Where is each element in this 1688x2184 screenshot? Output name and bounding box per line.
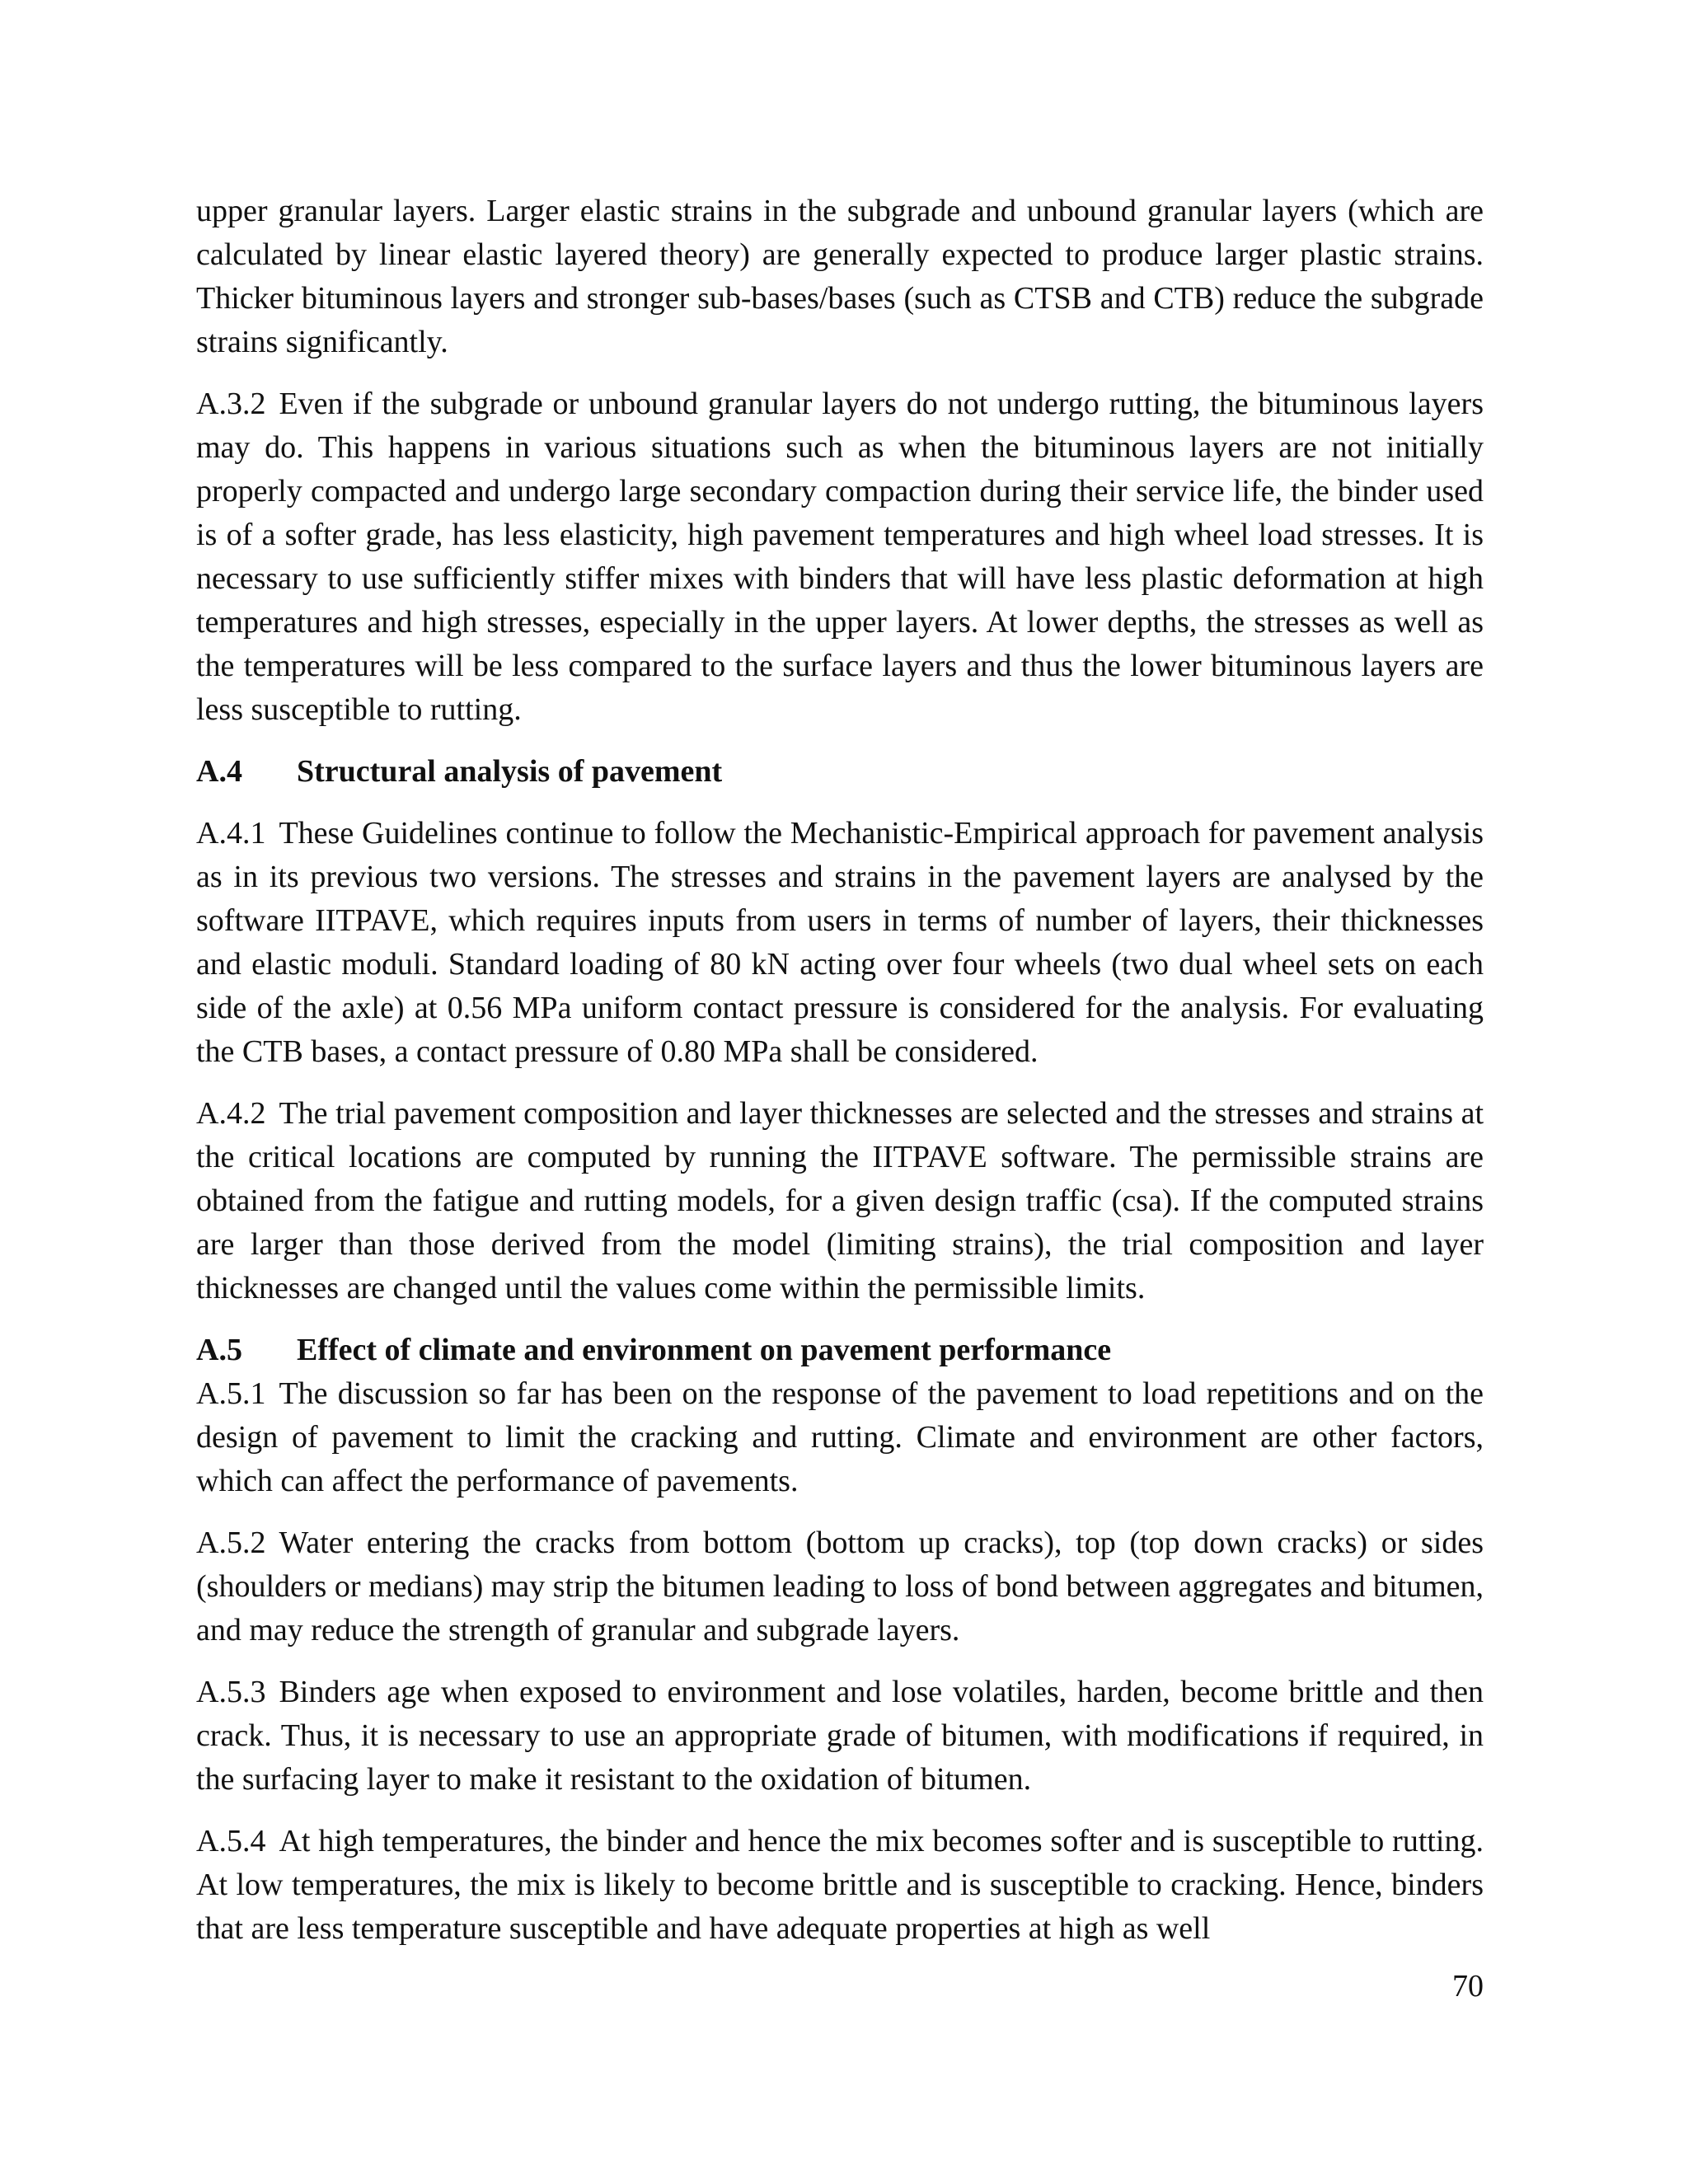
document-page bbox=[196, 190, 1484, 1969]
clause-number: A.5.3 bbox=[196, 1675, 266, 1709]
clause-number: A.4.2 bbox=[196, 1096, 266, 1131]
clause-text: Even if the subgrade or unbound granular layers do not undergo rutting, the bituminous layers may do. This happens in various situations such as when the bituminous layers are not initially properly compacted and undergo large secondary compaction during their service life, the binder used is of a softer grade, has less elasticity, high pavement temperatures and high wheel load stresses. It is necessary to use sufficiently stiffer mixes with binders that will have less plastic deformation at high temperatures and high stresses, especially in the upper layers. At lower depths, the stresses as well as the temperatures will be less compared to the surface layers and thus the lower bituminous layers are less susceptible to rutting. bbox=[196, 387, 1484, 727]
page-number: 70 bbox=[1452, 1969, 1484, 2004]
clause-text: The discussion so far has been on the response of the pavement to load repetitions and on the design of pavement to limit the cracking and rutting. Climate and environment are other factors, which can affect the performance of pavements. bbox=[196, 1376, 1484, 1498]
paragraph-a-5-4 bbox=[196, 1820, 1484, 1951]
clause-text: At high temperatures, the binder and hence the mix becomes softer and is susceptible to rutting. At low temperatures, the mix is likely to become brittle and is susceptible to cracking. Hence, binders that are less temperature susceptible and have adequate properties at high as well bbox=[196, 1824, 1484, 1946]
clause-text: The trial pavement composition and layer thicknesses are selected and the stresses and strains at the critical locations are computed by running the IITPAVE software. The permissible strains are obtained from the fatigue and rutting models, for a given design traffic (csa). If the computed strains are larger than those derived from the model (limiting strains), the trial composition and layer thicknesses are changed until the values come within the permissible limits. bbox=[196, 1096, 1484, 1305]
section-title: Effect of climate and environment on pavement performance bbox=[297, 1333, 1112, 1367]
clause-number: A.3.2 bbox=[196, 387, 266, 421]
paragraph-a-3-2 bbox=[196, 382, 1484, 732]
clause-text: Binders age when exposed to environment and lose volatiles, harden, become brittle and then crack. Thus, it is necessary to use an appropriate grade of bitumen, with modifications if required, in the surfacing layer to make it resistant to the oxidation of bitumen. bbox=[196, 1675, 1484, 1797]
section-number: A.5 bbox=[196, 1333, 242, 1367]
section-heading-a-5 bbox=[196, 1329, 1484, 1372]
paragraph-intro: upper granular layers. Larger elastic strains in the subgrade and unbound granular layers (which are calculated by linear elastic layered theory) are generally expected to produce larger plastic strains. Thicker bituminous layers and stronger sub-bases/bases (such as CTSB and CTB) reduce the subgrade strains significantly. bbox=[196, 194, 1484, 359]
paragraph-a-5-2 bbox=[196, 1521, 1484, 1652]
clause-text: These Guidelines continue to follow the Mechanistic-Empirical approach for pavement analysis as in its previous two versions. The stresses and strains in the pavement layers are analysed by the software IITPAVE, which requires inputs from users in terms of number of layers, their thicknesses and elastic moduli. Standard loading of 80 kN acting over four wheels (two dual wheel sets on each side of the axle) at 0.56 MPa uniform contact pressure is considered for the analysis. For evaluating the CTB bases, a contact pressure of 0.80 MPa shall be considered. bbox=[196, 816, 1484, 1069]
clause-number: A.5.4 bbox=[196, 1824, 266, 1858]
paragraph-a-5-3 bbox=[196, 1671, 1484, 1802]
section-title: Structural analysis of pavement bbox=[297, 754, 723, 789]
clause-text: Water entering the cracks from bottom (bottom up cracks), top (top down cracks) or sides (shoulders or medians) may strip the bitumen leading to loss of bond between aggregates and bitumen, and may reduce the strength of granular and subgrade layers. bbox=[196, 1526, 1484, 1647]
clause-number: A.5.1 bbox=[196, 1376, 266, 1411]
clause-number: A.4.1 bbox=[196, 816, 266, 851]
section-heading-a-4 bbox=[196, 750, 1484, 794]
paragraph-a-4-1 bbox=[196, 812, 1484, 1074]
paragraph-a-5-1 bbox=[196, 1372, 1484, 1503]
section-number: A.4 bbox=[196, 754, 242, 789]
paragraph-a-4-2 bbox=[196, 1092, 1484, 1310]
clause-number: A.5.2 bbox=[196, 1526, 266, 1560]
